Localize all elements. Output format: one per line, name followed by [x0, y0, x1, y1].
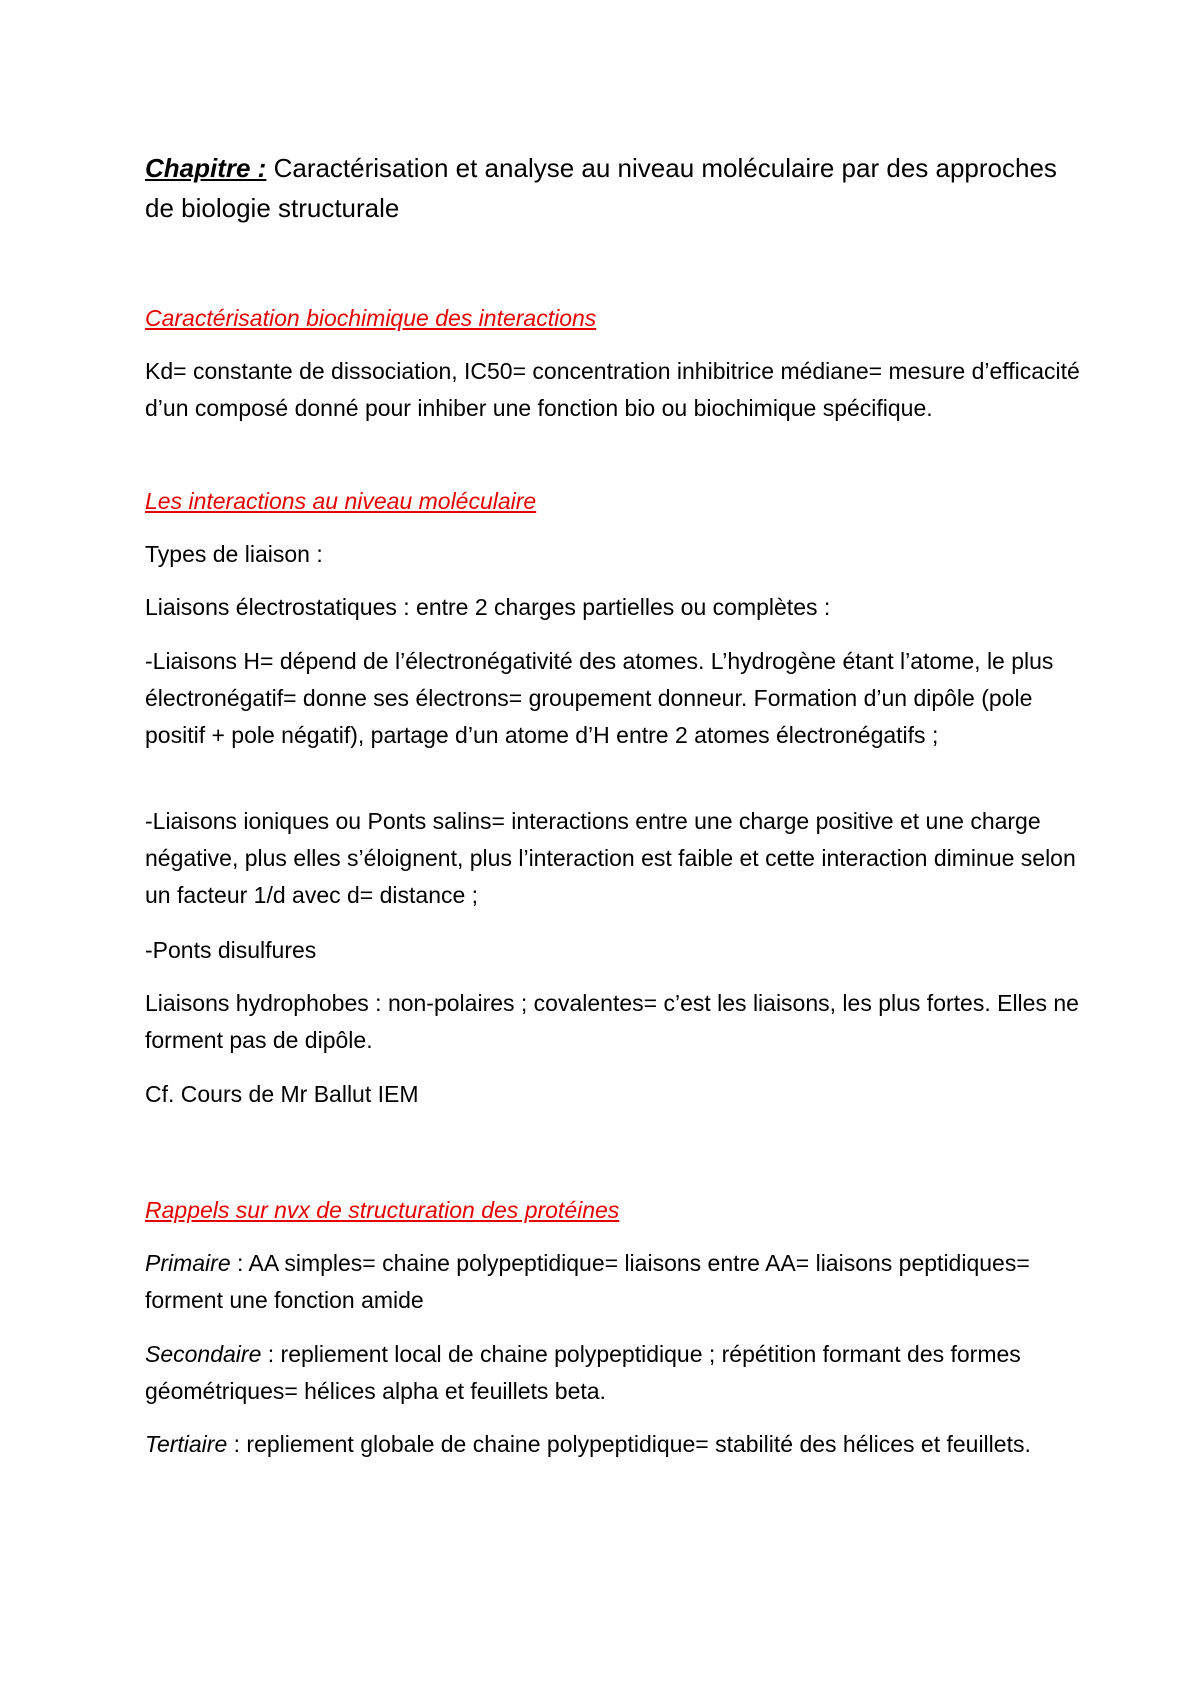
secondaire-label: Secondaire	[145, 1341, 262, 1367]
secondaire-text: : repliement local de chaine polypeptidique ; répétition formant des formes géométriques= hélices alpha et feuillets beta.	[145, 1341, 1021, 1404]
chapter-title	[145, 148, 1085, 228]
paragraph-types-liaison: Types de liaison :	[145, 541, 323, 567]
paragraph-liaisons-ioniques: -Liaisons ioniques ou Ponts salins= interactions entre une charge positive et une charge négative, plus elles s’éloignent, plus l’interaction est faible et cette interaction diminue selon un facteur 1/d avec d= distance ;	[145, 808, 1076, 908]
paragraph-liaisons-hydrophobes: Liaisons hydrophobes : non-polaires ; covalentes= c’est les liaisons, les plus fortes. Elles ne forment pas de dipôle.	[145, 990, 1079, 1053]
tertiaire-label: Tertiaire	[145, 1431, 228, 1457]
section-heading-caracterisation: Caractérisation biochimique des interactions	[145, 305, 597, 331]
chapter-label: Chapitre :	[145, 153, 267, 183]
paragraph-tertiaire	[145, 1426, 1085, 1463]
paragraph-secondaire	[145, 1336, 1085, 1410]
paragraph-ponts-disulfures: -Ponts disulfures	[145, 937, 317, 963]
paragraph-primaire	[145, 1245, 1085, 1319]
tertiaire-text: : repliement globale de chaine polypeptidique= stabilité des hélices et feuillets.	[227, 1431, 1031, 1457]
primaire-label: Primaire	[145, 1250, 231, 1276]
chapter-title-text: Caractérisation et analyse au niveau moléculaire par des approches de biologie structurale	[145, 153, 1057, 223]
paragraph-kd-ic50: Kd= constante de dissociation, IC50= concentration inhibitrice médiane= mesure d’efficacité d’un composé donné pour inhiber une fonction bio ou biochimique spécifique.	[145, 358, 1080, 421]
section-heading-interactions: Les interactions au niveau moléculaire	[145, 488, 537, 514]
primaire-text: : AA simples= chaine polypeptidique= liaisons entre AA= liaisons peptidiques= forment une fonction amide	[145, 1250, 1030, 1313]
paragraph-cf-cours: Cf. Cours de Mr Ballut IEM	[145, 1081, 419, 1107]
section-heading-rappels: Rappels sur nvx de structuration des protéines	[145, 1197, 620, 1223]
paragraph-liaisons-electrostatiques: Liaisons électrostatiques : entre 2 charges partielles ou complètes :	[145, 594, 831, 620]
paragraph-liaisons-h: -Liaisons H= dépend de l’électronégativité des atomes. L’hydrogène étant l’atome, le plus électronégatif= donne ses électrons= groupement donneur. Formation d’un dipôle (pole positif + pole négatif), partage d’un atome d’H entre 2 atomes électronégatifs ;	[145, 648, 1054, 748]
